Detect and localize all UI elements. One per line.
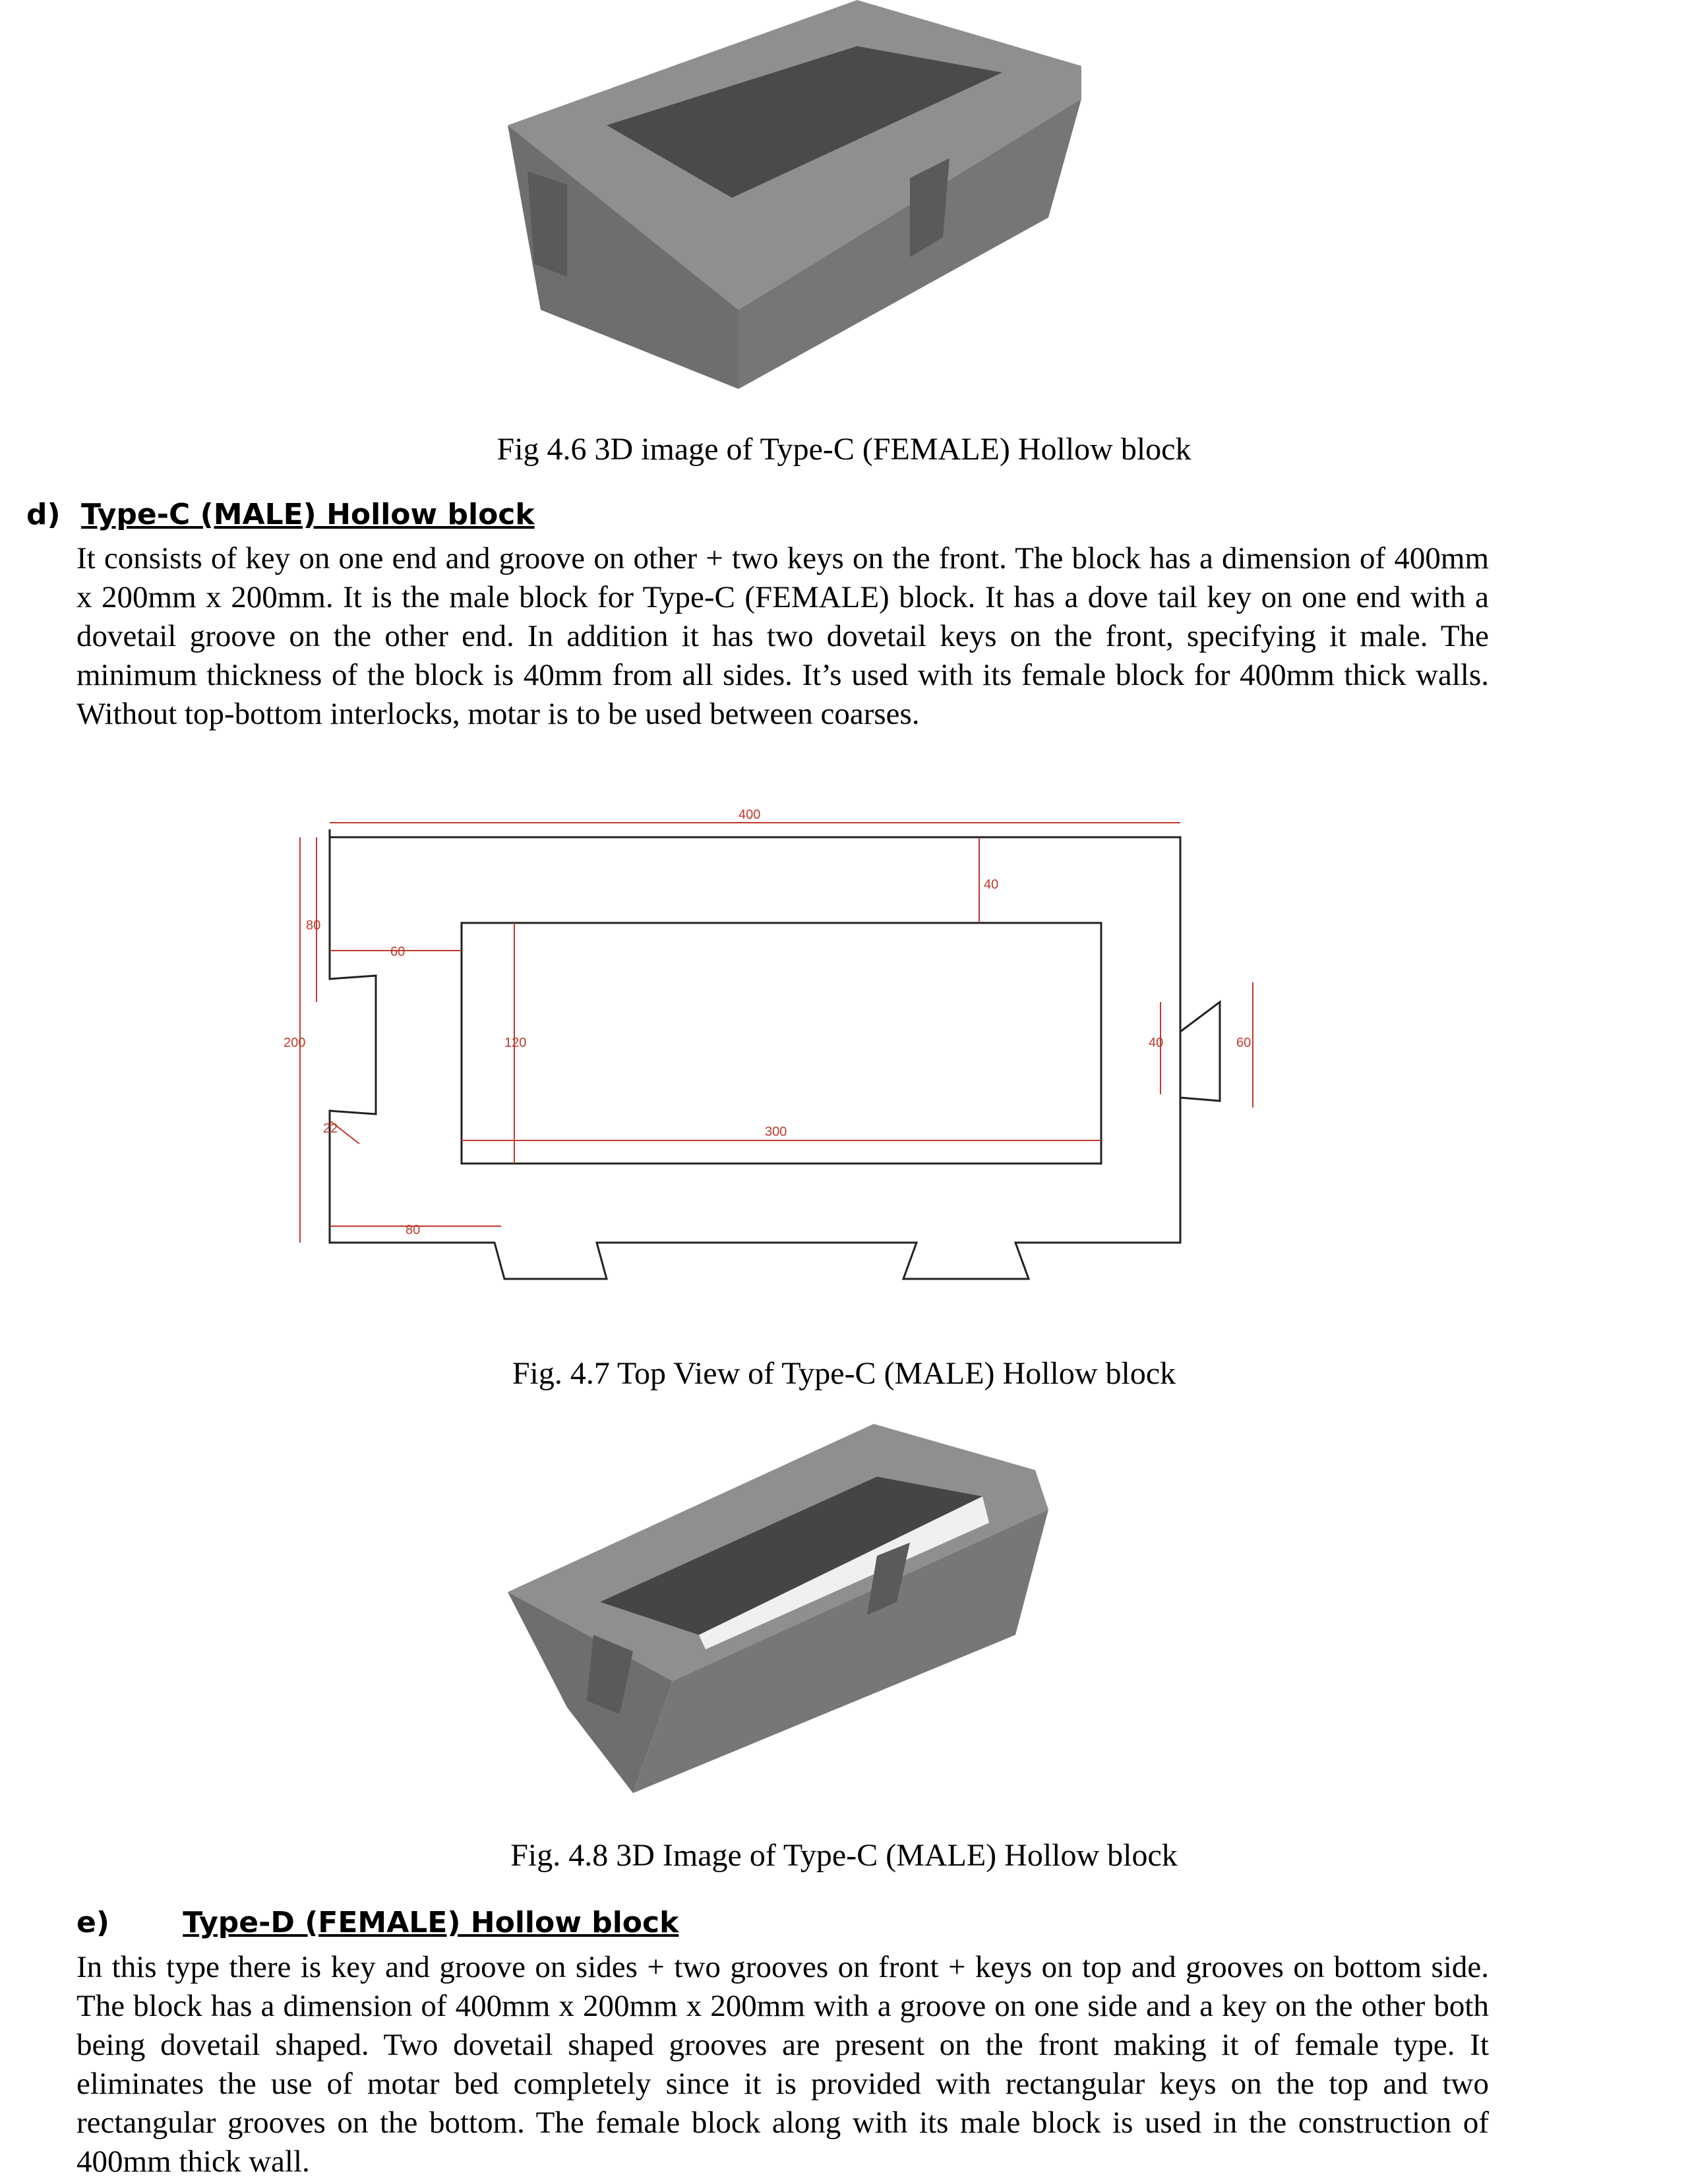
dim-groove-angle: 22 (323, 1121, 338, 1136)
fig-4-7-top-view-drawing (277, 804, 1286, 1305)
section-e-title: Type-D (FEMALE) Hollow block (183, 1906, 679, 1939)
right-key (1180, 1002, 1220, 1101)
dim-key-width: 40 (1149, 1036, 1164, 1050)
dim-cavity-length: 300 (765, 1125, 787, 1139)
fig-4-8-caption: Fig. 4.8 3D Image of Type-C (MALE) Hollow block (510, 1838, 1178, 1873)
block-outline (330, 837, 1180, 1279)
section-d-body: It consists of key on one end and groove on other + two keys on the front. The block has a dimension of 400mm x 200mm x 200mm. It is the male block for Type-C (FEMALE) block. It has a dove tail key on one end with a dovetail groove on the other end. In addition it has two dovetail keys on the front, specifying it male. The minimum thickness of the block is 40mm from all sides. It’s used with its female block for 400mm thick walls. Without top-bottom interlocks, motar is to be used between coarses. (76, 541, 1489, 731)
section-e-body: In this type there is key and groove on sides + two grooves on front + keys on top and grooves on bottom side. The block has a dimension of 400mm x 200mm x 200mm with a groove on one side and a key on the other both being dovetail shaped. Two dovetail shaped grooves are present on the front making it of female type. It eliminates the use of motar bed completely since it is provided with rectangular keys on the top and two rectangular grooves on the bottom. The female block along with its male block is used in the construction of 400mm thick wall. (76, 1950, 1489, 2179)
dim-top-wall: 40 (984, 877, 999, 892)
section-d-heading (26, 497, 535, 533)
fig-4-6-caption: Fig 4.6 3D image of Type-C (FEMALE) Hollow block (497, 432, 1191, 467)
dim-length: 400 (738, 808, 761, 822)
section-e-marker: e) (76, 1906, 109, 1939)
dim-overall-width: 200 (284, 1036, 306, 1050)
dim-key-span: 60 (1236, 1036, 1251, 1050)
fig-4-7-caption: Fig. 4.7 Top View of Type-C (MALE) Hollow block (512, 1356, 1176, 1391)
dim-cavity-width: 120 (504, 1036, 527, 1050)
section-e-heading (76, 1905, 678, 1941)
dim-bottom-offset: 80 (406, 1223, 421, 1237)
fig-4-8-block-render (508, 1417, 1068, 1800)
section-d-marker: d) (26, 498, 61, 531)
section-d-title: Type-C (MALE) Hollow block (80, 498, 535, 531)
fig-4-6-block-render (488, 0, 1081, 396)
dim-groove-depth: 60 (390, 945, 406, 959)
dim-end-offset: 80 (306, 918, 321, 933)
